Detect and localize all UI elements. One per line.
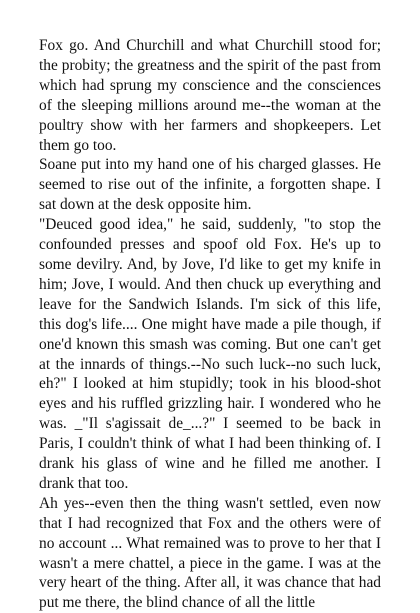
paragraph-1: Fox go. And Churchill and what Churchill stood for; the probity; the greatness and the spirit of the past from which had sprung my conscience and the consciences of the sleeping millions around me--the woman at the poultry show with her farmers and shopkeepers. Let them go too. — [39, 37, 381, 154]
paragraph-3: "Deuced good idea," he said, suddenly, "to stop the confounded presses and spoof old Fox. He's up to some devilry. And, by Jove, I'd like to get my knife in him; Jove, I would. And then chuck up everything and leave for the Sandwich Islands. I'm sick of this life, this dog's life.... One might have made a pile though, if one'd known this smash was coming. But one can't get at the innards of things.--No such luck--no such luck, eh?" I looked at him stupidly; took in his blood-shot eyes and his ruffled grizzling hair. I wondered who he was. _"Il s'agissait de_...?" I seemed to be back in Paris, I couldn't think of what I had been thinking of. I drank his glass of wine and he filled me another. I drank that too. — [39, 216, 381, 492]
document-page — [39, 36, 381, 613]
paragraph-4: Ah yes--even then the thing wasn't settled, even now that I had recognized that Fox and the others were of no account ... What remained was to prove to her that I wasn't a mere chattel, a piece in the game. I was at the very heart of the thing. After all, it was chance that had put me there, the blind chance of all the little — [39, 494, 381, 612]
paragraph-2: Soane put into my hand one of his charged glasses. He seemed to rise out of the infinite, a forgotten shape. I sat down at the desk opposite him. — [39, 156, 381, 214]
